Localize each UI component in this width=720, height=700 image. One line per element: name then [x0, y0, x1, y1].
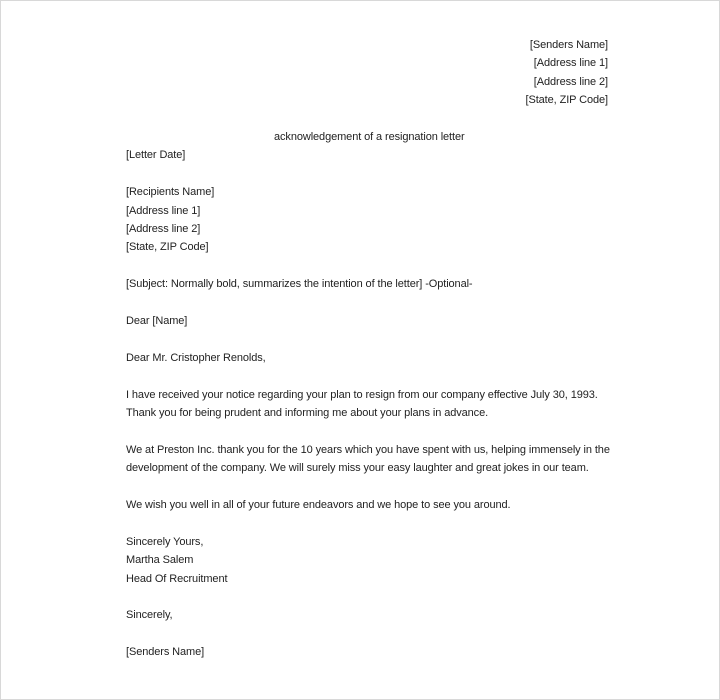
recipient-state-zip: [State, ZIP Code] — [126, 241, 209, 253]
body-paragraph-2-line-1: We at Preston Inc. thank you for the 10 years which you have spent with us, helping immensely in the — [126, 444, 610, 456]
sender-name: [Senders Name] — [529, 39, 608, 51]
subject-line: [Subject: Normally bold, summarizes the intention of the letter] -Optional- — [126, 278, 473, 290]
second-closing: Sincerely, — [126, 609, 173, 621]
recipient-name: [Recipients Name] — [126, 186, 215, 198]
salutation: Dear Mr. Cristopher Renolds, — [126, 352, 266, 364]
sender-address-line-1: [Address line 1] — [533, 57, 608, 69]
body-paragraph-2-line-2: development of the company. We will surely miss your easy laughter and great jokes in our team. — [126, 462, 589, 474]
letter-date: [Letter Date] — [126, 149, 186, 161]
signer-name: Martha Salem — [126, 554, 194, 566]
signer-title: Head Of Recruitment — [126, 573, 228, 585]
closing-sender-name: [Senders Name] — [126, 646, 205, 658]
body-paragraph-1-line-2: Thank you for being prudent and informing me about your plans in advance. — [126, 407, 489, 419]
recipient-address-line-1: [Address line 1] — [126, 205, 201, 217]
body-paragraph-3-line-1: We wish you well in all of your future endeavors and we hope to see you around. — [126, 499, 511, 511]
salutation-placeholder: Dear [Name] — [126, 315, 188, 327]
recipient-address-line-2: [Address line 2] — [126, 223, 201, 235]
body-paragraph-1-line-1: I have received your notice regarding your plan to resign from our company effective July 30, 1993. — [126, 389, 598, 401]
complimentary-close: Sincerely Yours, — [126, 536, 204, 548]
document-title: acknowledgement of a resignation letter — [274, 131, 465, 143]
sender-address-line-2: [Address line 2] — [533, 76, 608, 88]
sender-state-zip: [State, ZIP Code] — [525, 94, 608, 106]
